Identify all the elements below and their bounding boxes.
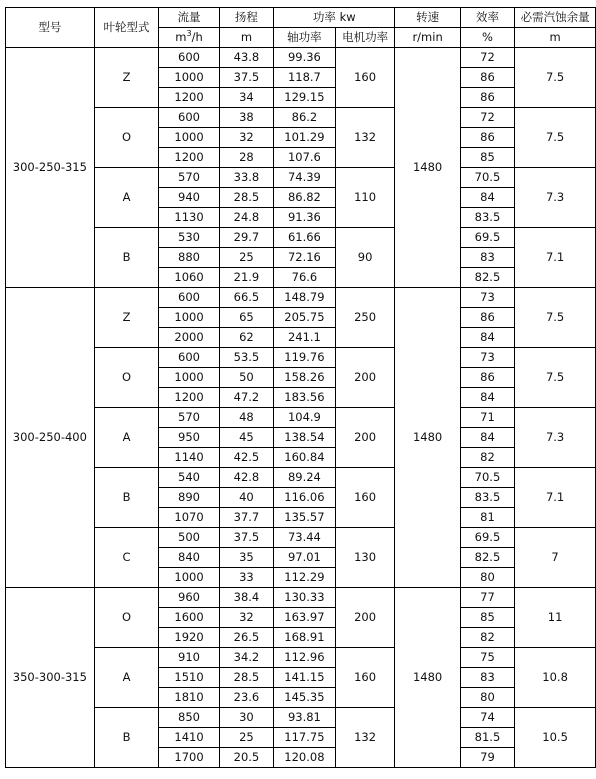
flow-cell: 880: [159, 248, 219, 268]
head-cell: 25: [219, 728, 273, 748]
shaft-power-cell: 74.39: [274, 168, 336, 188]
shaft-power-cell: 112.96: [274, 648, 336, 668]
efficiency-cell: 72: [460, 108, 514, 128]
flow-cell: 1200: [159, 148, 219, 168]
impeller-type-cell: A: [94, 408, 159, 468]
impeller-type-cell: A: [94, 648, 159, 708]
shaft-power-cell: 158.26: [274, 368, 336, 388]
shaft-power-cell: 93.81: [274, 708, 336, 728]
flow-cell: 1000: [159, 68, 219, 88]
shaft-power-cell: 116.06: [274, 488, 336, 508]
shaft-power-cell: 101.29: [274, 128, 336, 148]
flow-cell: 1000: [159, 128, 219, 148]
efficiency-cell: 74: [460, 708, 514, 728]
impeller-type-cell: O: [94, 348, 159, 408]
head-cell: 38.4: [219, 588, 273, 608]
efficiency-cell: 71: [460, 408, 514, 428]
flow-cell: 1600: [159, 608, 219, 628]
flow-cell: 1000: [159, 368, 219, 388]
header-head: 扬程: [219, 8, 273, 28]
table-row: [6, 228, 596, 248]
efficiency-cell: 82: [460, 448, 514, 468]
flow-cell: 1700: [159, 748, 219, 768]
shaft-power-cell: 168.91: [274, 628, 336, 648]
head-cell: 24.8: [219, 208, 273, 228]
efficiency-cell: 79: [460, 748, 514, 768]
npsh-cell: 7.5: [515, 288, 596, 348]
motor-power-cell: 160: [335, 48, 395, 108]
flow-cell: 600: [159, 348, 219, 368]
head-cell: 23.6: [219, 688, 273, 708]
motor-power-cell: 110: [335, 168, 395, 228]
table-row: [6, 48, 596, 68]
efficiency-cell: 85: [460, 148, 514, 168]
head-cell: 53.5: [219, 348, 273, 368]
head-cell: 32: [219, 608, 273, 628]
header-head-unit: m: [219, 28, 273, 48]
efficiency-cell: 83.5: [460, 488, 514, 508]
flow-cell: 1070: [159, 508, 219, 528]
efficiency-cell: 70.5: [460, 168, 514, 188]
speed-cell: 1480: [395, 288, 460, 588]
head-cell: 50: [219, 368, 273, 388]
efficiency-cell: 86: [460, 308, 514, 328]
npsh-cell: 7.3: [515, 168, 596, 228]
shaft-power-cell: 141.15: [274, 668, 336, 688]
head-cell: 33: [219, 568, 273, 588]
impeller-type-cell: Z: [94, 48, 159, 108]
head-cell: 21.9: [219, 268, 273, 288]
efficiency-cell: 85: [460, 608, 514, 628]
npsh-cell: 10.5: [515, 708, 596, 768]
head-cell: 43.8: [219, 48, 273, 68]
header-efficiency: 效率: [460, 8, 514, 28]
head-cell: 30: [219, 708, 273, 728]
table-row: [6, 708, 596, 728]
flow-cell: 600: [159, 108, 219, 128]
shaft-power-cell: 129.15: [274, 88, 336, 108]
flow-cell: 1510: [159, 668, 219, 688]
shaft-power-cell: 107.6: [274, 148, 336, 168]
npsh-cell: 7.1: [515, 468, 596, 528]
head-cell: 65: [219, 308, 273, 328]
shaft-power-cell: 130.33: [274, 588, 336, 608]
flow-cell: 500: [159, 528, 219, 548]
speed-cell: 1480: [395, 588, 460, 768]
header-npsh: 必需汽蚀余量: [515, 8, 596, 28]
table-wrapper: [5, 7, 596, 768]
head-cell: 48: [219, 408, 273, 428]
flow-cell: 1810: [159, 688, 219, 708]
flow-cell: 960: [159, 588, 219, 608]
motor-power-cell: 132: [335, 108, 395, 168]
efficiency-cell: 69.5: [460, 228, 514, 248]
shaft-power-cell: 72.16: [274, 248, 336, 268]
shaft-power-cell: 160.84: [274, 448, 336, 468]
impeller-type-cell: B: [94, 708, 159, 768]
shaft-power-cell: 61.66: [274, 228, 336, 248]
shaft-power-cell: 86.2: [274, 108, 336, 128]
flow-cell: 600: [159, 48, 219, 68]
header-npsh-unit: m: [515, 28, 596, 48]
flow-cell: 940: [159, 188, 219, 208]
shaft-power-cell: 183.56: [274, 388, 336, 408]
table-row: [6, 288, 596, 308]
motor-power-cell: 90: [335, 228, 395, 288]
motor-power-cell: 160: [335, 648, 395, 708]
flow-cell: 1000: [159, 568, 219, 588]
head-cell: 33.8: [219, 168, 273, 188]
head-cell: 66.5: [219, 288, 273, 308]
flow-cell: 910: [159, 648, 219, 668]
shaft-power-cell: 241.1: [274, 328, 336, 348]
npsh-cell: 7.5: [515, 348, 596, 408]
header-speed-unit: r/min: [395, 28, 460, 48]
efficiency-cell: 81: [460, 508, 514, 528]
head-cell: 35: [219, 548, 273, 568]
impeller-type-cell: Z: [94, 288, 159, 348]
shaft-power-cell: 163.97: [274, 608, 336, 628]
shaft-power-cell: 97.01: [274, 548, 336, 568]
shaft-power-cell: 135.57: [274, 508, 336, 528]
shaft-power-cell: 117.75: [274, 728, 336, 748]
efficiency-cell: 86: [460, 128, 514, 148]
npsh-cell: 7.3: [515, 408, 596, 468]
efficiency-cell: 82: [460, 628, 514, 648]
efficiency-cell: 80: [460, 688, 514, 708]
head-cell: 45: [219, 428, 273, 448]
header-power: 功率 kw: [274, 8, 395, 28]
efficiency-cell: 83: [460, 668, 514, 688]
flow-cell: 600: [159, 288, 219, 308]
header-speed: 转速: [395, 8, 460, 28]
table-row: [6, 108, 596, 128]
motor-power-cell: 200: [335, 408, 395, 468]
flow-cell: 1200: [159, 88, 219, 108]
head-cell: 26.5: [219, 628, 273, 648]
npsh-cell: 7.1: [515, 228, 596, 288]
efficiency-cell: 73: [460, 288, 514, 308]
flow-cell: 530: [159, 228, 219, 248]
table-row: [6, 468, 596, 488]
head-cell: 34: [219, 88, 273, 108]
flow-cell: 1000: [159, 308, 219, 328]
efficiency-cell: 81.5: [460, 728, 514, 748]
table-row: [6, 168, 596, 188]
npsh-cell: 7.5: [515, 108, 596, 168]
shaft-power-cell: 112.29: [274, 568, 336, 588]
flow-cell: 1060: [159, 268, 219, 288]
header-flow-unit: [159, 28, 219, 48]
head-cell: 28: [219, 148, 273, 168]
efficiency-cell: 86: [460, 68, 514, 88]
flow-cell: 540: [159, 468, 219, 488]
head-cell: 37.5: [219, 528, 273, 548]
flow-unit-base: m: [175, 30, 187, 44]
head-cell: 28.5: [219, 668, 273, 688]
shaft-power-cell: 205.75: [274, 308, 336, 328]
efficiency-cell: 86: [460, 88, 514, 108]
head-cell: 28.5: [219, 188, 273, 208]
flow-cell: 2000: [159, 328, 219, 348]
efficiency-cell: 83: [460, 248, 514, 268]
flow-cell: 1200: [159, 388, 219, 408]
shaft-power-cell: 119.76: [274, 348, 336, 368]
efficiency-cell: 72: [460, 48, 514, 68]
flow-cell: 890: [159, 488, 219, 508]
npsh-cell: 11: [515, 588, 596, 648]
head-cell: 37.7: [219, 508, 273, 528]
head-cell: 47.2: [219, 388, 273, 408]
shaft-power-cell: 138.54: [274, 428, 336, 448]
header-shaft-power: 轴功率: [274, 28, 336, 48]
model-cell: 300-250-315: [6, 48, 95, 288]
efficiency-cell: 80: [460, 568, 514, 588]
flow-cell: 1130: [159, 208, 219, 228]
table-row: [6, 588, 596, 608]
efficiency-cell: 84: [460, 188, 514, 208]
flow-cell: 950: [159, 428, 219, 448]
flow-cell: 840: [159, 548, 219, 568]
impeller-type-cell: C: [94, 528, 159, 588]
table-body: [6, 48, 596, 768]
impeller-type-cell: B: [94, 468, 159, 528]
efficiency-cell: 69.5: [460, 528, 514, 548]
table-row: [6, 528, 596, 548]
table-row: [6, 348, 596, 368]
header-flow: 流量: [159, 8, 219, 28]
efficiency-cell: 84: [460, 428, 514, 448]
flow-unit-sup: 3: [186, 29, 192, 39]
head-cell: 25: [219, 248, 273, 268]
head-cell: 42.8: [219, 468, 273, 488]
efficiency-cell: 82.5: [460, 548, 514, 568]
flow-cell: 570: [159, 408, 219, 428]
shaft-power-cell: 89.24: [274, 468, 336, 488]
motor-power-cell: 130: [335, 528, 395, 588]
table-row: [6, 648, 596, 668]
efficiency-cell: 75: [460, 648, 514, 668]
efficiency-cell: 70.5: [460, 468, 514, 488]
flow-cell: 1410: [159, 728, 219, 748]
impeller-type-cell: O: [94, 108, 159, 168]
speed-cell: 1480: [395, 48, 460, 288]
efficiency-cell: 83.5: [460, 208, 514, 228]
model-cell: 350-300-315: [6, 588, 95, 768]
efficiency-cell: 73: [460, 348, 514, 368]
impeller-type-cell: O: [94, 588, 159, 648]
shaft-power-cell: 99.36: [274, 48, 336, 68]
efficiency-cell: 84: [460, 328, 514, 348]
impeller-type-cell: A: [94, 168, 159, 228]
header-efficiency-unit: %: [460, 28, 514, 48]
npsh-cell: 10.8: [515, 648, 596, 708]
efficiency-cell: 86: [460, 368, 514, 388]
efficiency-cell: 77: [460, 588, 514, 608]
shaft-power-cell: 120.08: [274, 748, 336, 768]
motor-power-cell: 160: [335, 468, 395, 528]
efficiency-cell: 82.5: [460, 268, 514, 288]
header-row-1: [6, 8, 596, 28]
header-impeller: 叶轮型式: [94, 8, 159, 48]
header-motor-power: 电机功率: [335, 28, 395, 48]
head-cell: 37.5: [219, 68, 273, 88]
head-cell: 32: [219, 128, 273, 148]
head-cell: 20.5: [219, 748, 273, 768]
flow-cell: 570: [159, 168, 219, 188]
head-cell: 62: [219, 328, 273, 348]
table-header: [6, 8, 596, 48]
shaft-power-cell: 145.35: [274, 688, 336, 708]
header-model: 型号: [6, 8, 95, 48]
efficiency-cell: 84: [460, 388, 514, 408]
table-row: [6, 408, 596, 428]
shaft-power-cell: 76.6: [274, 268, 336, 288]
shaft-power-cell: 104.9: [274, 408, 336, 428]
head-cell: 42.5: [219, 448, 273, 468]
head-cell: 38: [219, 108, 273, 128]
pump-performance-table: [5, 7, 596, 768]
motor-power-cell: 250: [335, 288, 395, 348]
motor-power-cell: 200: [335, 588, 395, 648]
head-cell: 29.7: [219, 228, 273, 248]
head-cell: 34.2: [219, 648, 273, 668]
shaft-power-cell: 91.36: [274, 208, 336, 228]
impeller-type-cell: B: [94, 228, 159, 288]
shaft-power-cell: 73.44: [274, 528, 336, 548]
npsh-cell: 7.5: [515, 48, 596, 108]
flow-cell: 1920: [159, 628, 219, 648]
npsh-cell: 7: [515, 528, 596, 588]
shaft-power-cell: 86.82: [274, 188, 336, 208]
motor-power-cell: 132: [335, 708, 395, 768]
motor-power-cell: 200: [335, 348, 395, 408]
shaft-power-cell: 148.79: [274, 288, 336, 308]
flow-cell: 1140: [159, 448, 219, 468]
shaft-power-cell: 118.7: [274, 68, 336, 88]
flow-cell: 850: [159, 708, 219, 728]
model-cell: 300-250-400: [6, 288, 95, 588]
head-cell: 40: [219, 488, 273, 508]
flow-unit-tail: /h: [191, 30, 203, 44]
